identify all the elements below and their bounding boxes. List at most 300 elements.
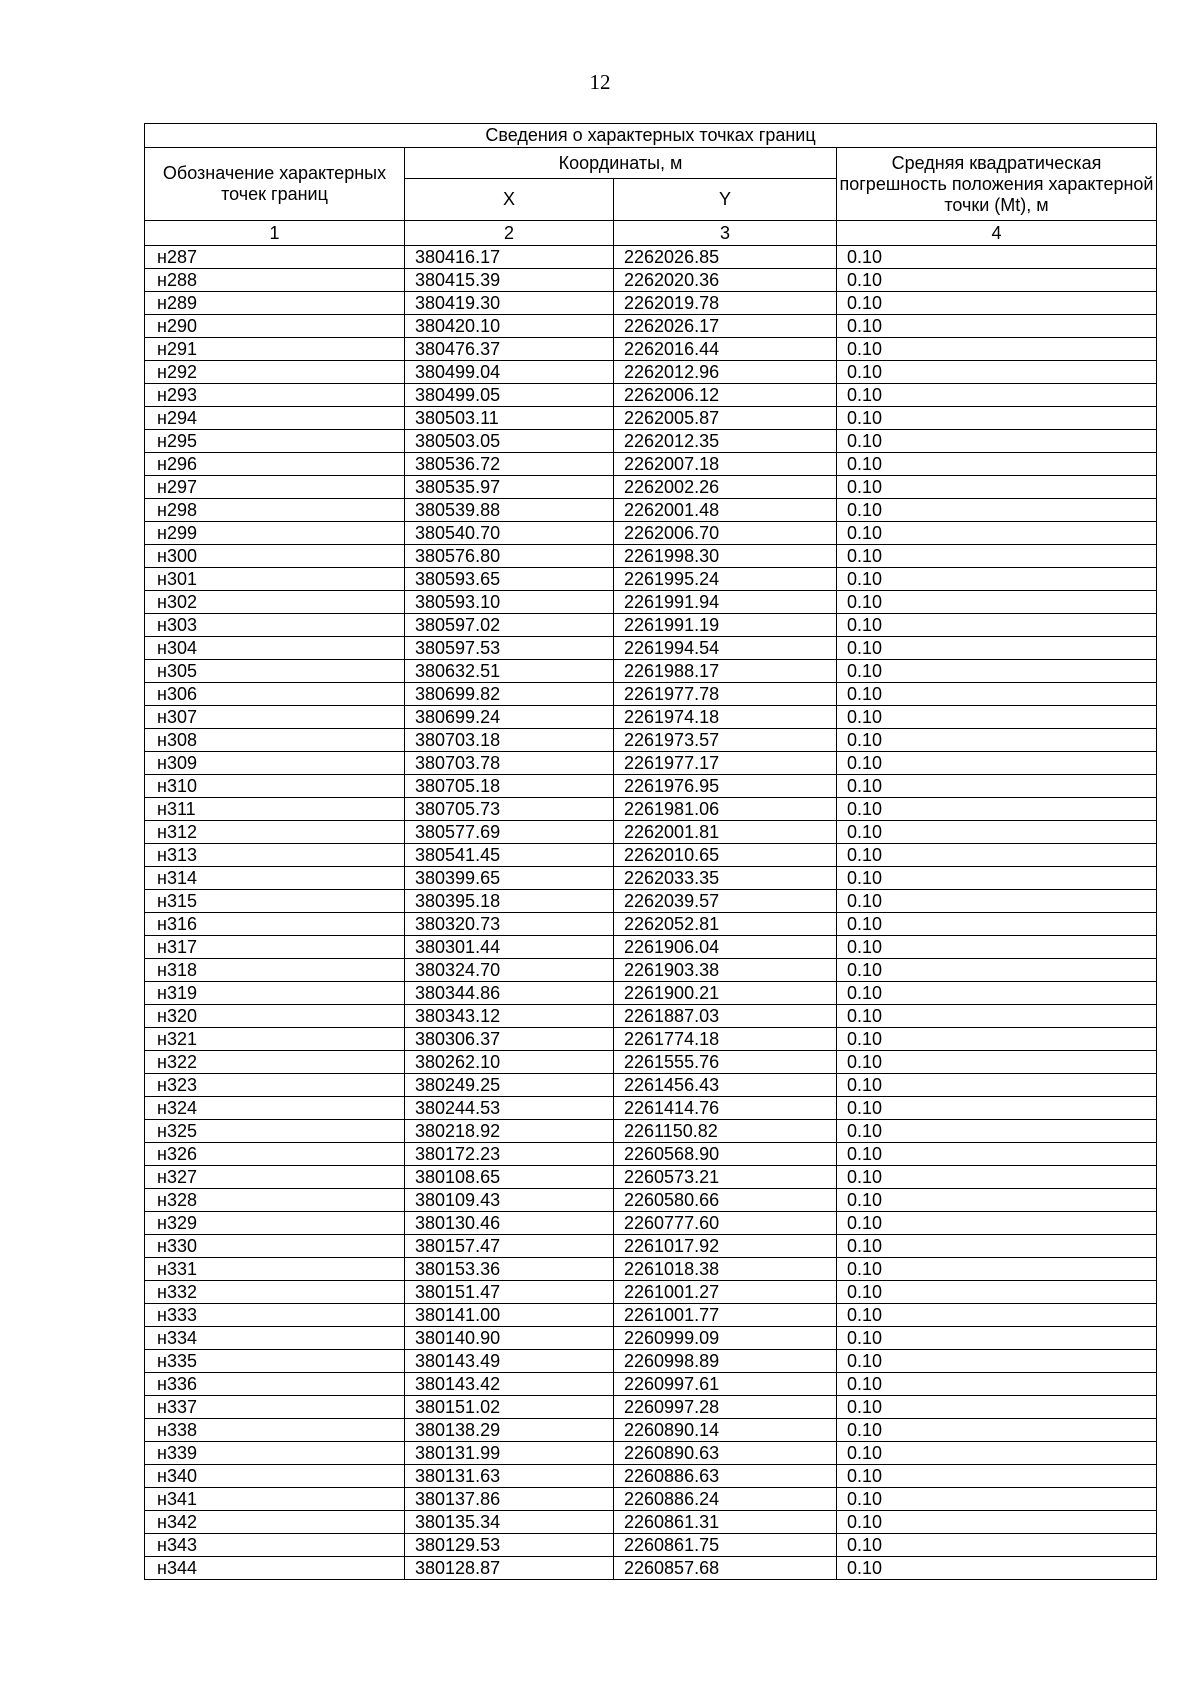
error-cell: 0.10 — [837, 1511, 1157, 1534]
table-row — [145, 1258, 1157, 1281]
x-coordinate-cell: 380593.65 — [405, 568, 614, 591]
x-coordinate-cell: 380151.02 — [405, 1396, 614, 1419]
point-id-cell: н290 — [145, 315, 405, 338]
table-row — [145, 614, 1157, 637]
error-cell: 0.10 — [837, 407, 1157, 430]
point-id-cell: н334 — [145, 1327, 405, 1350]
y-coordinate-cell: 2262012.35 — [614, 430, 837, 453]
table-row — [145, 1051, 1157, 1074]
error-cell: 0.10 — [837, 844, 1157, 867]
error-cell: 0.10 — [837, 1028, 1157, 1051]
point-id-cell: н303 — [145, 614, 405, 637]
error-cell: 0.10 — [837, 1005, 1157, 1028]
y-coordinate-cell: 2262019.78 — [614, 292, 837, 315]
point-id-cell: н288 — [145, 269, 405, 292]
y-coordinate-cell: 2261991.19 — [614, 614, 837, 637]
x-coordinate-cell: 380395.18 — [405, 890, 614, 913]
error-cell: 0.10 — [837, 476, 1157, 499]
table-row — [145, 637, 1157, 660]
error-cell: 0.10 — [837, 1051, 1157, 1074]
point-id-cell: н306 — [145, 683, 405, 706]
x-coordinate-cell: 380535.97 — [405, 476, 614, 499]
table-row — [145, 844, 1157, 867]
table-body — [145, 246, 1157, 1580]
error-cell: 0.10 — [837, 798, 1157, 821]
table-row — [145, 384, 1157, 407]
y-coordinate-cell: 2261903.38 — [614, 959, 837, 982]
error-cell: 0.10 — [837, 867, 1157, 890]
error-cell: 0.10 — [837, 430, 1157, 453]
point-id-cell: н342 — [145, 1511, 405, 1534]
error-cell: 0.10 — [837, 568, 1157, 591]
table-row — [145, 890, 1157, 913]
point-id-cell: н320 — [145, 1005, 405, 1028]
point-id-cell: н337 — [145, 1396, 405, 1419]
x-coordinate-cell: 380143.42 — [405, 1373, 614, 1396]
x-coordinate-cell: 380131.63 — [405, 1465, 614, 1488]
error-cell: 0.10 — [837, 499, 1157, 522]
error-cell: 0.10 — [837, 1258, 1157, 1281]
y-coordinate-cell: 2261998.30 — [614, 545, 837, 568]
x-coordinate-cell: 380593.10 — [405, 591, 614, 614]
table-row — [145, 476, 1157, 499]
y-coordinate-cell: 2260890.14 — [614, 1419, 837, 1442]
error-cell: 0.10 — [837, 775, 1157, 798]
table-row — [145, 568, 1157, 591]
x-coordinate-cell: 380699.82 — [405, 683, 614, 706]
x-coordinate-cell: 380699.24 — [405, 706, 614, 729]
table-row — [145, 1212, 1157, 1235]
error-cell: 0.10 — [837, 1281, 1157, 1304]
x-coordinate-cell: 380157.47 — [405, 1235, 614, 1258]
x-coordinate-cell: 380128.87 — [405, 1557, 614, 1580]
y-coordinate-cell: 2262006.70 — [614, 522, 837, 545]
column-number: 1 — [145, 221, 405, 246]
y-coordinate-cell: 2261977.78 — [614, 683, 837, 706]
x-coordinate-cell: 380703.18 — [405, 729, 614, 752]
table-row — [145, 453, 1157, 476]
table-row — [145, 292, 1157, 315]
y-coordinate-cell: 2260568.90 — [614, 1143, 837, 1166]
y-coordinate-cell: 2260998.89 — [614, 1350, 837, 1373]
error-cell: 0.10 — [837, 982, 1157, 1005]
point-id-cell: н312 — [145, 821, 405, 844]
error-cell: 0.10 — [837, 545, 1157, 568]
y-coordinate-cell: 2260861.75 — [614, 1534, 837, 1557]
point-id-cell: н315 — [145, 890, 405, 913]
error-cell: 0.10 — [837, 959, 1157, 982]
point-id-cell: н313 — [145, 844, 405, 867]
y-coordinate-cell: 2261456.43 — [614, 1074, 837, 1097]
x-coordinate-cell: 380499.05 — [405, 384, 614, 407]
table-row — [145, 430, 1157, 453]
y-coordinate-cell: 2262039.57 — [614, 890, 837, 913]
table-row — [145, 591, 1157, 614]
y-coordinate-cell: 2261981.06 — [614, 798, 837, 821]
error-cell: 0.10 — [837, 1212, 1157, 1235]
point-id-cell: н325 — [145, 1120, 405, 1143]
y-coordinate-cell: 2260777.60 — [614, 1212, 837, 1235]
x-coordinate-cell: 380415.39 — [405, 269, 614, 292]
point-id-cell: н296 — [145, 453, 405, 476]
y-coordinate-cell: 2260580.66 — [614, 1189, 837, 1212]
table-row — [145, 1235, 1157, 1258]
column-number: 3 — [614, 221, 837, 246]
x-coordinate-cell: 380301.44 — [405, 936, 614, 959]
y-coordinate-cell: 2262002.26 — [614, 476, 837, 499]
y-coordinate-cell: 2261988.17 — [614, 660, 837, 683]
y-coordinate-cell: 2261976.95 — [614, 775, 837, 798]
point-id-cell: н307 — [145, 706, 405, 729]
table-row — [145, 407, 1157, 430]
x-coordinate-cell: 380151.47 — [405, 1281, 614, 1304]
error-cell: 0.10 — [837, 821, 1157, 844]
y-coordinate-cell: 2261001.27 — [614, 1281, 837, 1304]
table-row — [145, 1419, 1157, 1442]
error-cell: 0.10 — [837, 315, 1157, 338]
x-coordinate-cell: 380536.72 — [405, 453, 614, 476]
point-id-cell: н326 — [145, 1143, 405, 1166]
table-row — [145, 545, 1157, 568]
point-id-cell: н323 — [145, 1074, 405, 1097]
point-id-cell: н324 — [145, 1097, 405, 1120]
x-coordinate-cell: 380218.92 — [405, 1120, 614, 1143]
y-coordinate-cell: 2261977.17 — [614, 752, 837, 775]
column-number: 2 — [405, 221, 614, 246]
x-coordinate-cell: 380130.46 — [405, 1212, 614, 1235]
boundary-points-table — [144, 123, 1157, 1580]
y-coordinate-cell: 2261150.82 — [614, 1120, 837, 1143]
table-row — [145, 499, 1157, 522]
point-id-cell: н292 — [145, 361, 405, 384]
error-cell: 0.10 — [837, 614, 1157, 637]
table-row — [145, 1534, 1157, 1557]
x-coordinate-cell: 380172.23 — [405, 1143, 614, 1166]
point-id-cell: н343 — [145, 1534, 405, 1557]
error-cell: 0.10 — [837, 1534, 1157, 1557]
x-coordinate-cell: 380416.17 — [405, 246, 614, 269]
error-cell: 0.10 — [837, 1396, 1157, 1419]
y-coordinate-cell: 2261018.38 — [614, 1258, 837, 1281]
error-cell: 0.10 — [837, 890, 1157, 913]
table-title: Сведения о характерных точках границ — [145, 124, 1157, 148]
point-id-cell: н302 — [145, 591, 405, 614]
point-id-cell: н293 — [145, 384, 405, 407]
table-row — [145, 936, 1157, 959]
y-coordinate-cell: 2261991.94 — [614, 591, 837, 614]
error-cell: 0.10 — [837, 936, 1157, 959]
table-row — [145, 867, 1157, 890]
table-row — [145, 1304, 1157, 1327]
y-coordinate-cell: 2261906.04 — [614, 936, 837, 959]
y-coordinate-cell: 2261774.18 — [614, 1028, 837, 1051]
error-cell: 0.10 — [837, 384, 1157, 407]
y-coordinate-cell: 2262006.12 — [614, 384, 837, 407]
point-id-cell: н336 — [145, 1373, 405, 1396]
x-coordinate-cell: 380597.02 — [405, 614, 614, 637]
table-row — [145, 1143, 1157, 1166]
error-cell: 0.10 — [837, 1166, 1157, 1189]
y-coordinate-cell: 2260886.63 — [614, 1465, 837, 1488]
point-id-cell: н301 — [145, 568, 405, 591]
point-id-cell: н304 — [145, 637, 405, 660]
point-id-cell: н298 — [145, 499, 405, 522]
x-coordinate-cell: 380539.88 — [405, 499, 614, 522]
y-coordinate-cell: 2262016.44 — [614, 338, 837, 361]
y-coordinate-cell: 2261001.77 — [614, 1304, 837, 1327]
x-coordinate-cell: 380324.70 — [405, 959, 614, 982]
point-id-cell: н332 — [145, 1281, 405, 1304]
point-id-cell: н317 — [145, 936, 405, 959]
x-coordinate-cell: 380703.78 — [405, 752, 614, 775]
y-coordinate-cell: 2260999.09 — [614, 1327, 837, 1350]
y-coordinate-cell: 2262010.65 — [614, 844, 837, 867]
table-row — [145, 821, 1157, 844]
table-row — [145, 683, 1157, 706]
table-row — [145, 660, 1157, 683]
table-row — [145, 338, 1157, 361]
table-row — [145, 752, 1157, 775]
point-id-cell: н300 — [145, 545, 405, 568]
x-coordinate-cell: 380109.43 — [405, 1189, 614, 1212]
y-coordinate-cell: 2262020.36 — [614, 269, 837, 292]
x-coordinate-cell: 380306.37 — [405, 1028, 614, 1051]
point-id-cell: н328 — [145, 1189, 405, 1212]
y-coordinate-cell: 2260573.21 — [614, 1166, 837, 1189]
table-row — [145, 798, 1157, 821]
error-cell: 0.10 — [837, 1557, 1157, 1580]
error-cell: 0.10 — [837, 1097, 1157, 1120]
y-coordinate-cell: 2262012.96 — [614, 361, 837, 384]
point-id-cell: н295 — [145, 430, 405, 453]
point-id-cell: н297 — [145, 476, 405, 499]
table-row — [145, 1396, 1157, 1419]
error-cell: 0.10 — [837, 246, 1157, 269]
error-cell: 0.10 — [837, 1373, 1157, 1396]
y-coordinate-cell: 2260997.28 — [614, 1396, 837, 1419]
point-id-cell: н314 — [145, 867, 405, 890]
y-coordinate-cell: 2262026.17 — [614, 315, 837, 338]
error-cell: 0.10 — [837, 1488, 1157, 1511]
table-row — [145, 706, 1157, 729]
table-row — [145, 1373, 1157, 1396]
x-coordinate-cell: 380541.45 — [405, 844, 614, 867]
point-id-cell: н311 — [145, 798, 405, 821]
x-coordinate-cell: 380137.86 — [405, 1488, 614, 1511]
table-row — [145, 1074, 1157, 1097]
table-row — [145, 1005, 1157, 1028]
point-id-cell: н321 — [145, 1028, 405, 1051]
point-id-cell: н331 — [145, 1258, 405, 1281]
y-coordinate-cell: 2260861.31 — [614, 1511, 837, 1534]
x-coordinate-cell: 380705.18 — [405, 775, 614, 798]
x-coordinate-cell: 380244.53 — [405, 1097, 614, 1120]
error-cell: 0.10 — [837, 361, 1157, 384]
x-coordinate-cell: 380140.90 — [405, 1327, 614, 1350]
x-coordinate-cell: 380135.34 — [405, 1511, 614, 1534]
table-row — [145, 1488, 1157, 1511]
error-cell: 0.10 — [837, 522, 1157, 545]
x-coordinate-cell: 380153.36 — [405, 1258, 614, 1281]
point-id-cell: н322 — [145, 1051, 405, 1074]
table-row — [145, 246, 1157, 269]
point-id-cell: н291 — [145, 338, 405, 361]
table-row — [145, 1442, 1157, 1465]
error-cell: 0.10 — [837, 660, 1157, 683]
table-row — [145, 1189, 1157, 1212]
point-id-cell: н327 — [145, 1166, 405, 1189]
x-coordinate-cell: 380503.11 — [405, 407, 614, 430]
point-id-cell: н309 — [145, 752, 405, 775]
x-coordinate-cell: 380632.51 — [405, 660, 614, 683]
y-coordinate-cell: 2262033.35 — [614, 867, 837, 890]
point-id-cell: н335 — [145, 1350, 405, 1373]
x-coordinate-cell: 380143.49 — [405, 1350, 614, 1373]
x-coordinate-cell: 380129.53 — [405, 1534, 614, 1557]
y-coordinate-cell: 2261017.92 — [614, 1235, 837, 1258]
table-row — [145, 1166, 1157, 1189]
x-coordinate-cell: 380419.30 — [405, 292, 614, 315]
table-row — [145, 959, 1157, 982]
table-row — [145, 982, 1157, 1005]
table-row — [145, 1350, 1157, 1373]
x-coordinate-cell: 380705.73 — [405, 798, 614, 821]
point-id-cell: н341 — [145, 1488, 405, 1511]
table-row — [145, 1511, 1157, 1534]
x-coordinate-cell: 380262.10 — [405, 1051, 614, 1074]
table-row — [145, 1557, 1157, 1580]
x-coordinate-cell: 380577.69 — [405, 821, 614, 844]
error-cell: 0.10 — [837, 1120, 1157, 1143]
table-row — [145, 913, 1157, 936]
point-id-cell: н287 — [145, 246, 405, 269]
point-id-cell: н340 — [145, 1465, 405, 1488]
x-coordinate-cell: 380138.29 — [405, 1419, 614, 1442]
x-coordinate-cell: 380540.70 — [405, 522, 614, 545]
y-coordinate-cell: 2262007.18 — [614, 453, 837, 476]
error-cell: 0.10 — [837, 591, 1157, 614]
point-id-cell: н310 — [145, 775, 405, 798]
y-coordinate-cell: 2260857.68 — [614, 1557, 837, 1580]
header-designation: Обозначение характерных точек границ — [145, 148, 405, 221]
y-coordinate-cell: 2261973.57 — [614, 729, 837, 752]
point-id-cell: н289 — [145, 292, 405, 315]
y-coordinate-cell: 2261414.76 — [614, 1097, 837, 1120]
point-id-cell: н330 — [145, 1235, 405, 1258]
error-cell: 0.10 — [837, 1074, 1157, 1097]
table-row — [145, 1097, 1157, 1120]
error-cell: 0.10 — [837, 1143, 1157, 1166]
error-cell: 0.10 — [837, 292, 1157, 315]
point-id-cell: н318 — [145, 959, 405, 982]
point-id-cell: н319 — [145, 982, 405, 1005]
table-row — [145, 729, 1157, 752]
y-coordinate-cell: 2262052.81 — [614, 913, 837, 936]
y-coordinate-cell: 2262026.85 — [614, 246, 837, 269]
error-cell: 0.10 — [837, 637, 1157, 660]
y-coordinate-cell: 2261974.18 — [614, 706, 837, 729]
y-coordinate-cell: 2260886.24 — [614, 1488, 837, 1511]
error-cell: 0.10 — [837, 729, 1157, 752]
x-coordinate-cell: 380131.99 — [405, 1442, 614, 1465]
point-id-cell: н299 — [145, 522, 405, 545]
table-row — [145, 522, 1157, 545]
x-coordinate-cell: 380249.25 — [405, 1074, 614, 1097]
x-coordinate-cell: 380141.00 — [405, 1304, 614, 1327]
y-coordinate-cell: 2260997.61 — [614, 1373, 837, 1396]
y-coordinate-cell: 2261555.76 — [614, 1051, 837, 1074]
point-id-cell: н329 — [145, 1212, 405, 1235]
page-number: 12 — [589, 70, 611, 94]
error-cell: 0.10 — [837, 453, 1157, 476]
x-coordinate-cell: 380343.12 — [405, 1005, 614, 1028]
x-coordinate-cell: 380108.65 — [405, 1166, 614, 1189]
x-coordinate-cell: 380320.73 — [405, 913, 614, 936]
x-coordinate-cell: 380576.80 — [405, 545, 614, 568]
table-row — [145, 1028, 1157, 1051]
table-row — [145, 775, 1157, 798]
column-number: 4 — [837, 221, 1157, 246]
error-cell: 0.10 — [837, 1350, 1157, 1373]
header-coordinates: Координаты, м — [405, 148, 837, 179]
error-cell: 0.10 — [837, 752, 1157, 775]
y-coordinate-cell: 2261900.21 — [614, 982, 837, 1005]
y-coordinate-cell: 2262005.87 — [614, 407, 837, 430]
error-cell: 0.10 — [837, 1442, 1157, 1465]
x-coordinate-cell: 380476.37 — [405, 338, 614, 361]
table-row — [145, 1120, 1157, 1143]
error-cell: 0.10 — [837, 1465, 1157, 1488]
table-row — [145, 269, 1157, 292]
x-coordinate-cell: 380499.04 — [405, 361, 614, 384]
x-coordinate-cell: 380399.65 — [405, 867, 614, 890]
point-id-cell: н305 — [145, 660, 405, 683]
header-error: Средняя квадратическая погрешность положения характерной точки (Mt), м — [837, 148, 1157, 221]
x-coordinate-cell: 380597.53 — [405, 637, 614, 660]
table-row — [145, 315, 1157, 338]
error-cell: 0.10 — [837, 683, 1157, 706]
point-id-cell: н308 — [145, 729, 405, 752]
y-coordinate-cell: 2261887.03 — [614, 1005, 837, 1028]
error-cell: 0.10 — [837, 338, 1157, 361]
error-cell: 0.10 — [837, 269, 1157, 292]
table-row — [145, 1465, 1157, 1488]
point-id-cell: н344 — [145, 1557, 405, 1580]
y-coordinate-cell: 2261995.24 — [614, 568, 837, 591]
y-coordinate-cell: 2260890.63 — [614, 1442, 837, 1465]
error-cell: 0.10 — [837, 1304, 1157, 1327]
point-id-cell: н333 — [145, 1304, 405, 1327]
table-row — [145, 1281, 1157, 1304]
header-x: X — [405, 179, 614, 221]
y-coordinate-cell: 2262001.81 — [614, 821, 837, 844]
y-coordinate-cell: 2262001.48 — [614, 499, 837, 522]
error-cell: 0.10 — [837, 1189, 1157, 1212]
x-coordinate-cell: 380344.86 — [405, 982, 614, 1005]
error-cell: 0.10 — [837, 913, 1157, 936]
y-coordinate-cell: 2261994.54 — [614, 637, 837, 660]
x-coordinate-cell: 380503.05 — [405, 430, 614, 453]
table-row — [145, 1327, 1157, 1350]
error-cell: 0.10 — [837, 1419, 1157, 1442]
point-id-cell: н316 — [145, 913, 405, 936]
header-y: Y — [614, 179, 837, 221]
error-cell: 0.10 — [837, 706, 1157, 729]
point-id-cell: н294 — [145, 407, 405, 430]
point-id-cell: н338 — [145, 1419, 405, 1442]
x-coordinate-cell: 380420.10 — [405, 315, 614, 338]
point-id-cell: н339 — [145, 1442, 405, 1465]
